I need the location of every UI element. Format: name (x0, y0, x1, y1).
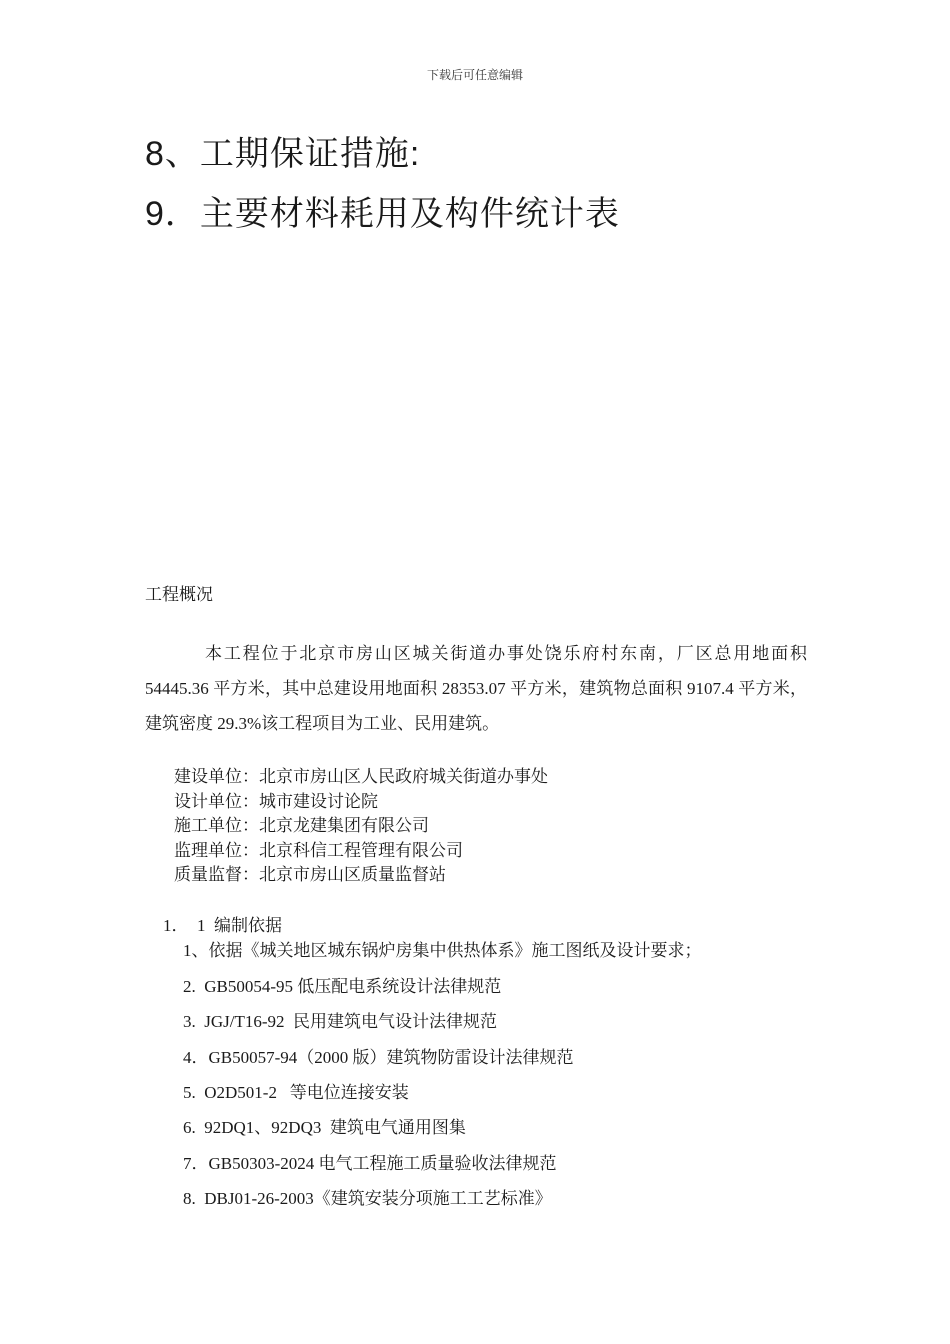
section-heading-8: 8、工期保证措施: (145, 135, 421, 173)
basis-item: 1、依据《城关地区城东锅炉房集中供热体系》施工图纸及设计要求； (183, 941, 702, 960)
unit-construction: 建设单位：北京市房山区人民政府城关街道办事处 (174, 767, 548, 786)
basis-title: 1． 1 编制依据 (163, 916, 282, 935)
basis-item: 4．GB50057-94（2000 版）建筑物防雷设计法律规范 (183, 1048, 574, 1067)
basis-item: 3. JGJ/T16-92 民用建筑电气设计法律规范 (183, 1012, 498, 1031)
overview-paragraph: 本工程位于北京市房山区城关街道办事处饶乐府村东南，厂区总用地面积 54445.36 平方米，其中总建设用地面积 28353.07 平方米，建筑物总面积 9107.4 平方米，建筑密度 29.3%该工程项目为工业、民用建筑。 (145, 644, 807, 733)
header-note: 下载后可任意编辑 (426, 68, 523, 82)
basis-item: 5. O2D501-2 等电位连接安装 (183, 1083, 409, 1102)
unit-contractor: 施工单位：北京龙建集团有限公司 (174, 816, 429, 835)
unit-quality-supervision: 质量监督：北京市房山区质量监督站 (174, 865, 446, 884)
section-heading-9: 9．主要材料耗用及构件统计表 (145, 195, 620, 233)
unit-design: 设计单位：城市建设讨论院 (174, 792, 378, 811)
basis-item: 7．GB50303-2024 电气工程施工质量验收法律规范 (183, 1154, 557, 1173)
unit-supervision: 监理单位：北京科信工程管理有限公司 (174, 841, 463, 860)
overview-title: 工程概况 (145, 585, 213, 604)
basis-item: 6. 92DQ1、92DQ3 建筑电气通用图集 (183, 1118, 466, 1137)
basis-item: 2. GB50054-95 低压配电系统设计法律规范 (183, 977, 502, 996)
basis-item: 8. DBJ01-26-2003《建筑安装分项施工工艺标准》 (183, 1189, 552, 1208)
